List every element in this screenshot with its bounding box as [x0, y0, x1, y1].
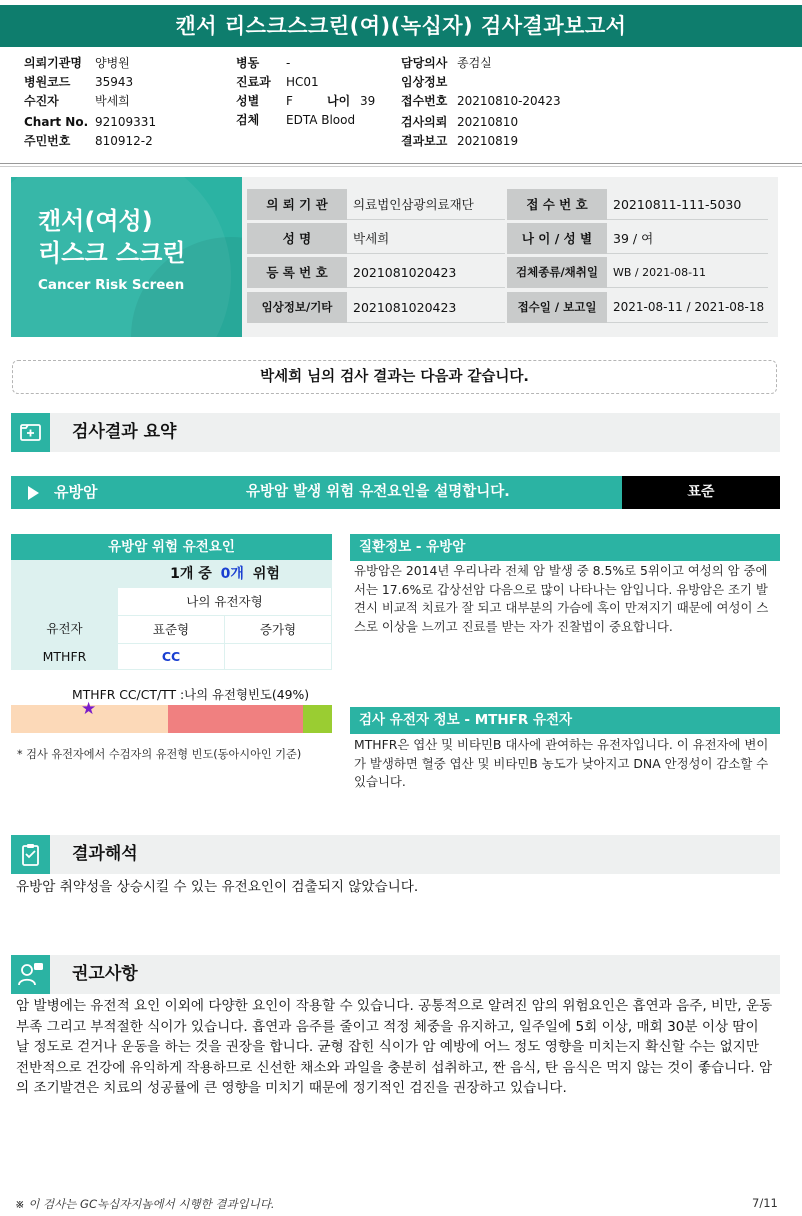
genotype-header: 나의 유전자형: [118, 588, 331, 615]
info-value: 의료법인삼광의료재단: [347, 189, 505, 220]
hospital-value: 양병원: [95, 56, 130, 70]
ward-value: -: [286, 56, 291, 70]
info-key: 검체종류/채취일: [507, 257, 607, 288]
recommendation-text: 암 발병에는 유전적 요인 이외에 다양한 요인이 작용할 수 있습니다. 공통적으로 알려진 암의 위험요인은 흡연과 음주, 비만, 운동 부족 그리고 부적절한 식이가 있습니다. 흡연과 음주를 줄이고 적정 체중을 유지하고, 일주일에 5회 이상, 매회 30분 이상 땀이 날 정도로 걷거나 운동을 하는 것을 권장을 합니다. 균형 잡힌 식이가 암 예방에 어느 정도 영향을 미치는지 확신할 수는 없지만 전반적으로 건강에 유익하게 작용하므로 신선한 채소와 과일을 충분히 섭취하고, 짠 음식, 탄 음식은 먹지 않는 것이 좋습니다. 암의 조기발견은 치료의 성공률에 큰 영향을 미치기 때문에 정기적인 검진을 권장하고 있습니다.: [16, 998, 773, 1096]
department-value: HC01: [286, 75, 319, 89]
resident-no-label: 주민번호: [24, 134, 71, 148]
frequency-bar-ct: [168, 705, 303, 733]
patient-label: 수진자: [24, 94, 59, 108]
banner-line1: 캔서(여성): [38, 207, 153, 235]
result-intro: 박세희 님의 검사 결과는 다음과 같습니다.: [12, 360, 777, 394]
ward-label: 병동: [236, 56, 260, 70]
page-number: 7/11: [752, 1196, 778, 1210]
hospital-code-label: 병원코드: [24, 75, 71, 89]
risk-status-badge: 표준: [622, 476, 780, 509]
info-key: 등 록 번 호: [247, 257, 347, 288]
doctor-advice-icon: [11, 955, 50, 994]
gene-info-text: MTHFR은 엽산 및 비타민B 대사에 관여하는 유전자입니다. 이 유전자에 변이가 발생하면 혈중 엽산 및 비타민B 농도가 낮아지고 DNA 안정성이 감소할 수 있습니다.: [354, 737, 769, 790]
doctor-value: 종검실: [457, 56, 492, 70]
star-icon: ★: [81, 699, 97, 719]
patient-value: 박세희: [95, 94, 130, 108]
gene-info-divider: [350, 733, 780, 734]
receipt-no-label: 접수번호: [401, 94, 448, 108]
standard-col-header: 표준형: [118, 616, 224, 643]
report-date-label: 결과보고: [401, 134, 448, 148]
risk-count-suffix: 위험: [252, 566, 280, 582]
frequency-note: * 검사 유전자에서 수검자의 유전형 빈도(동아시아인 기준): [17, 748, 302, 761]
info-value: 20210811-111-5030: [607, 189, 768, 220]
age-value: 39: [360, 94, 376, 108]
folder-plus-icon: [11, 413, 50, 452]
request-date-value: 20210810: [457, 115, 519, 129]
standard-value: CC: [118, 644, 224, 669]
frequency-bar-tt: [303, 705, 332, 733]
hospital-code-value: 35943: [95, 75, 134, 89]
interpretation-text: 유방암 취약성을 상승시킬 수 있는 유전요인이 검출되지 않았습니다.: [16, 879, 419, 895]
receipt-no-value: 20210810-20423: [457, 94, 561, 108]
chart-no-value: 92109331: [95, 115, 157, 129]
clinical-info-label: 임상정보: [401, 75, 448, 89]
section-recommendation: [11, 955, 780, 994]
department-label: 진료과: [236, 75, 271, 89]
banner-line2: 리스크 스크린: [38, 239, 186, 267]
hospital-label: 의뢰기관명: [24, 56, 82, 70]
increase-col-header: 증가형: [225, 616, 331, 643]
specimen-label: 검체: [236, 113, 260, 127]
request-date-label: 검사의뢰: [401, 115, 448, 129]
disease-info-divider: [350, 560, 780, 561]
section-title: 검사결과 요약: [72, 422, 177, 442]
section-title: 권고사항: [72, 964, 138, 984]
frequency-label: MTHFR CC/CT/TT :나의 유전형빈도(49%): [72, 687, 310, 702]
info-key: 임상정보/기타: [247, 292, 347, 323]
report-date-value: 20210819: [457, 134, 519, 148]
banner-english: Cancer Risk Screen: [38, 277, 185, 293]
section-summary: [11, 413, 780, 452]
risk-table-header: 유방암 위험 유전요인: [11, 534, 332, 560]
info-value: 2021081020423: [347, 257, 505, 288]
cancer-description: 유방암 발생 위험 유전요인을 설명합니다.: [246, 484, 510, 500]
specimen-value: EDTA Blood: [286, 113, 356, 127]
sex-value: F: [286, 94, 293, 108]
risk-table: [11, 560, 332, 670]
disease-info-header: 질환정보 - 유방암: [350, 534, 780, 560]
footer-note: ※ 이 검사는 GC녹십자지놈에서 시행한 결과입니다.: [15, 1197, 275, 1211]
info-value: 39 / 여: [607, 223, 768, 254]
patient-info-table: [0, 0, 802, 340]
risk-count-prefix: 1개 중: [170, 566, 212, 582]
cancer-name: 유방암: [54, 483, 98, 501]
play-arrow-icon: [28, 486, 39, 500]
increase-value: [225, 644, 331, 669]
info-value: 2021081020423: [347, 292, 505, 323]
info-value: 박세희: [347, 223, 505, 254]
info-key: 접수일 / 보고일: [507, 292, 607, 323]
risk-count: [118, 560, 332, 588]
info-key: 접 수 번 호: [507, 189, 607, 220]
chart-no-label: Chart No.: [24, 115, 89, 129]
gene-info-header: 검사 유전자 정보 - MTHFR 유전자: [350, 707, 780, 733]
report-title: 캔서 리스크스크린(여)(녹십자) 검사결과보고서: [0, 5, 802, 47]
gene-col-header: 유전자: [46, 621, 83, 636]
info-value: WB / 2021-08-11: [607, 257, 768, 288]
clipboard-icon: [11, 835, 50, 874]
section-interpretation: [11, 835, 780, 874]
info-key: 성 명: [247, 223, 347, 254]
resident-no-value: 810912-2: [95, 134, 153, 148]
info-key: 의 뢰 기 관: [247, 189, 347, 220]
info-value: 2021-08-11 / 2021-08-18: [607, 292, 768, 323]
gene-name: MTHFR: [42, 649, 87, 664]
age-label: 나이: [327, 94, 351, 108]
sex-label: 성별: [236, 94, 260, 108]
info-key: 나 이 / 성 별: [507, 223, 607, 254]
cancer-bar: [11, 476, 622, 509]
disease-info-text: 유방암은 2014년 우리나라 전체 암 발생 중 8.5%로 5위이고 여성의 암 중에서는 17.6%로 갑상선암 다음으로 많이 나타나는 암입니다. 유방암은 조기 발견시 비교적 치료가 잘 되고 대부분의 가슴에 혹이 만져지기 때문에 여성이 스스로 이상을 느끼고 진료를 받는 자가 진찰법이 중요합니다.: [354, 563, 769, 634]
risk-count-value: 0개: [220, 566, 244, 582]
doctor-label: 담당의사: [401, 56, 448, 70]
section-title: 결과해석: [72, 844, 138, 864]
